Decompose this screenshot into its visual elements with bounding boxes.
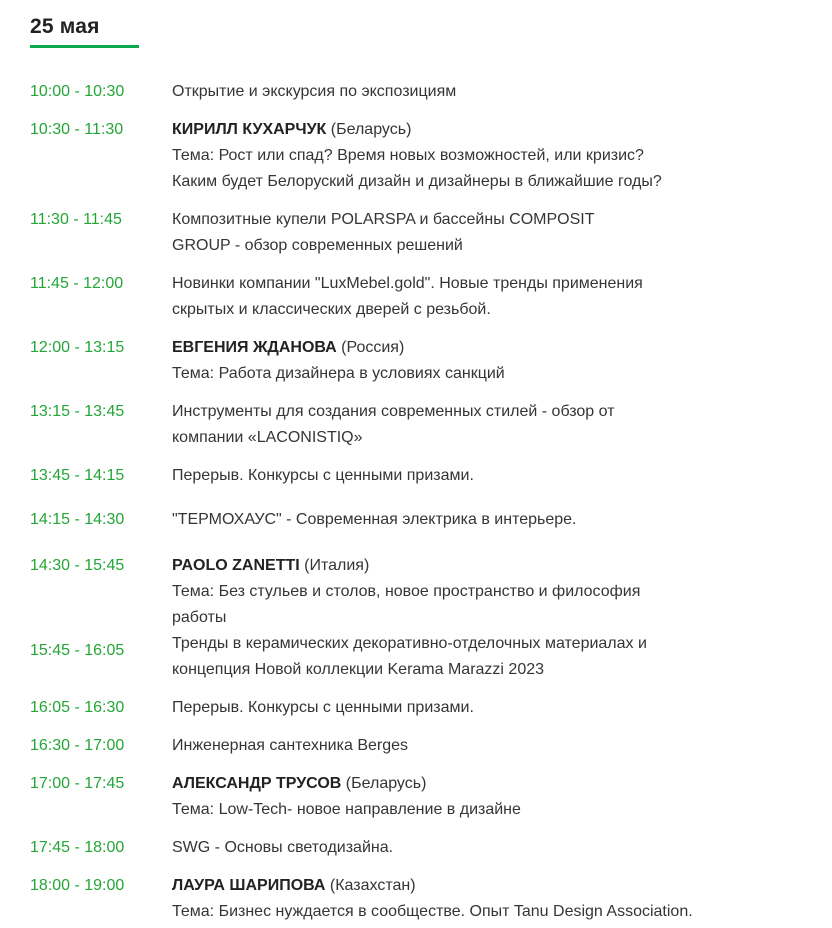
schedule-row — [30, 553, 832, 631]
description-line: Открытие и экскурсия по экспозициям — [172, 83, 457, 100]
speaker-name: ЕВГЕНИЯ ЖДАНОВА — [172, 339, 337, 356]
speaker-country: (Казахстан) — [329, 877, 416, 894]
speaker-country: (Россия) — [341, 339, 405, 356]
schedule-row — [30, 631, 832, 683]
session-description — [172, 335, 832, 387]
schedule-row — [30, 507, 832, 533]
schedule-row — [30, 117, 832, 195]
schedule-row — [30, 207, 832, 259]
session-description — [172, 771, 832, 823]
description-line — [172, 117, 832, 143]
schedule-list — [30, 79, 832, 925]
description-line: SWG - Основы светодизайна. — [172, 839, 394, 856]
session-description — [172, 207, 832, 259]
time-range: 13:15 - 13:45 — [30, 403, 125, 420]
description-line: Тема: Рост или спад? Время новых возможностей, или кризис? — [172, 147, 644, 164]
session-description — [172, 117, 832, 195]
description-line: работы — [172, 609, 227, 626]
description-line: Тема: Без стульев и столов, новое пространство и философия — [172, 583, 641, 600]
schedule-row — [30, 335, 832, 387]
schedule-row — [30, 733, 832, 759]
time-range: 17:00 - 17:45 — [30, 775, 125, 792]
date-header: 25 мая — [30, 15, 100, 38]
description-line: Тема: Работа дизайнера в условиях санкций — [172, 365, 505, 382]
time-range: 11:30 - 11:45 — [30, 211, 122, 228]
schedule-row — [30, 771, 832, 823]
time-range: 15:45 - 16:05 — [30, 642, 125, 659]
time-range: 12:00 - 13:15 — [30, 339, 125, 356]
description-line: Тема: Бизнес нуждается в сообществе. Опыт Tanu Design Association. — [172, 903, 693, 920]
speaker-country: (Беларусь) — [345, 775, 427, 792]
description-line: Тема: Low-Tech- новое направление в дизайне — [172, 801, 521, 818]
time-range: 18:00 - 19:00 — [30, 877, 125, 894]
description-line: Тренды в керамических декоративно-отделочных материалах и — [172, 635, 647, 652]
description-line: концепция Новой коллекции Kerama Marazzi 2023 — [172, 661, 545, 678]
speaker-country: (Италия) — [304, 557, 370, 574]
time-range: 14:30 - 15:45 — [30, 557, 125, 574]
session-description — [172, 873, 832, 925]
description-line — [172, 335, 832, 361]
time-range: 14:15 - 14:30 — [30, 511, 125, 528]
date-underline — [30, 45, 139, 48]
schedule-row — [30, 399, 832, 451]
time-range: 13:45 - 14:15 — [30, 467, 125, 484]
time-range: 17:45 - 18:00 — [30, 839, 125, 856]
speaker-name: ЛАУРА ШАРИПОВА — [172, 877, 326, 894]
session-description — [172, 463, 832, 489]
time-range: 10:30 - 11:30 — [30, 121, 124, 138]
description-line — [172, 873, 832, 899]
description-line: компании «LACONISTIQ» — [172, 429, 363, 446]
time-range: 11:45 - 12:00 — [30, 275, 124, 292]
speaker-name: АЛЕКСАНДР ТРУСОВ — [172, 775, 342, 792]
schedule-row — [30, 79, 832, 105]
schedule-row — [30, 695, 832, 721]
session-description — [172, 733, 832, 759]
description-line — [172, 771, 832, 797]
description-line: Перерыв. Конкурсы с ценными призами. — [172, 467, 474, 484]
description-line: "ТЕРМОХАУС" - Современная электрика в интерьере. — [172, 511, 577, 528]
session-description — [172, 835, 832, 861]
description-line: скрытых и классических дверей с резьбой. — [172, 301, 491, 318]
schedule-row — [30, 463, 832, 489]
time-range: 16:05 - 16:30 — [30, 699, 125, 716]
session-description — [172, 553, 832, 631]
description-line — [172, 553, 832, 579]
description-line: Новинки компании "LuxMebel.gold". Новые тренды применения — [172, 275, 643, 292]
speaker-name: КИРИЛЛ КУХАРЧУК — [172, 121, 327, 138]
session-description — [172, 271, 832, 323]
schedule-row — [30, 835, 832, 861]
speaker-country: (Беларусь) — [330, 121, 412, 138]
session-description — [172, 631, 832, 683]
description-line: GROUP - обзор современных решений — [172, 237, 463, 254]
speaker-name: PAOLO ZANETTI — [172, 557, 300, 574]
session-description — [172, 507, 832, 533]
session-description — [172, 399, 832, 451]
time-range: 10:00 - 10:30 — [30, 83, 125, 100]
schedule-row — [30, 271, 832, 323]
time-range: 16:30 - 17:00 — [30, 737, 125, 754]
description-line: Инструменты для создания современных стилей - обзор от — [172, 403, 615, 420]
description-line: Каким будет Белоруский дизайн и дизайнеры в ближайшие годы? — [172, 173, 662, 190]
session-description — [172, 79, 832, 105]
description-line: Перерыв. Конкурсы с ценными призами. — [172, 699, 474, 716]
schedule-row — [30, 873, 832, 925]
description-line: Композитные купели POLARSPA и бассейны COMPOSIT — [172, 211, 595, 228]
description-line: Инженерная сантехника Berges — [172, 737, 409, 754]
session-description — [172, 695, 832, 721]
